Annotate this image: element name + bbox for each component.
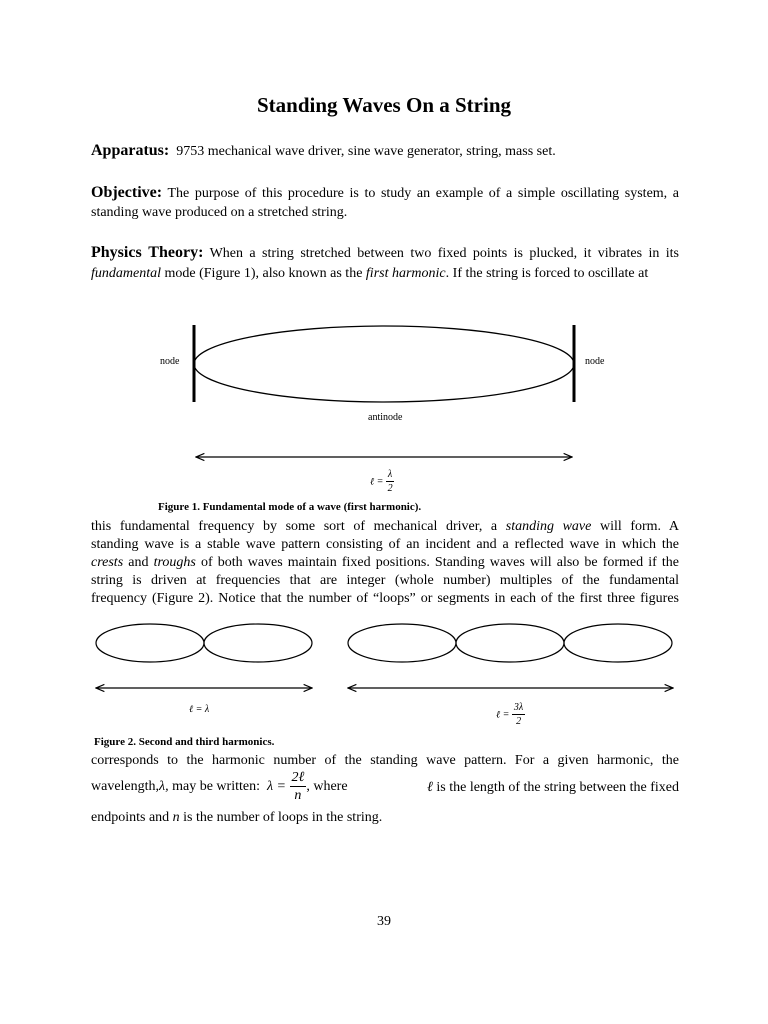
fig2-left-equation: ℓ = λ [189, 704, 210, 715]
body3-text-2b: may be written: [168, 779, 260, 795]
fig2-loop-3 [348, 624, 456, 662]
body2-text-3a: and [123, 555, 154, 570]
body3-line-2-left [91, 771, 348, 803]
figure1-caption: Figure 1. Fundamental mode of a wave (first harmonic). [158, 501, 422, 513]
body3-ell: ℓ [427, 779, 433, 795]
body2-text-3b: of both waves maintain fixed positions. Standing waves will also be formed if the [195, 555, 680, 570]
body2-em-standing-wave: standing wave [505, 519, 592, 534]
apparatus-heading: Apparatus: [91, 142, 170, 159]
body2-em-troughs: troughs [153, 555, 196, 570]
theory-heading: Physics Theory: [91, 244, 204, 261]
fig1-node-left-label: node [160, 356, 180, 367]
body3-text-3a: endpoints and [91, 810, 173, 825]
fig2-loop-4 [456, 624, 564, 662]
body3-line-1: corresponds to the harmonic number of the standing wave pattern. For a given harmonic, the [91, 753, 679, 768]
page-number: 39 [377, 914, 391, 929]
body2-line-5: frequency (Figure 2). Notice that the number of “loops” or segments in each of the first three figures [91, 591, 679, 606]
objective-line-2: standing wave produced on a stretched string. [91, 205, 348, 220]
theory-em-first-harmonic: first harmonic [365, 266, 446, 281]
formula-numerator: 2ℓ [291, 770, 305, 785]
body2-line-1 [91, 518, 679, 535]
fig1-loop [194, 326, 574, 402]
formula-lhs: λ = [266, 779, 286, 795]
theory-text-1: When a string stretched between two fixed points is plucked, it vibrates in its [209, 246, 680, 261]
body2-line-4: string is driven at frequencies that are integer (whole number) multiples of the fundamental [91, 573, 679, 588]
body3-line-2-right [427, 779, 679, 796]
fig2-right-equation [496, 703, 525, 727]
fig2-loop-1 [96, 624, 204, 662]
body2-line-2: standing wave is a stable wave pattern consisting of an incident and a reflected wave in which the [91, 537, 679, 552]
fig2-loop-2 [204, 624, 312, 662]
body2-em-crests: crests [91, 555, 124, 570]
body2-text-1a: this fundamental frequency by some sort of mechanical driver, a [91, 519, 506, 534]
body3-line-2 [91, 770, 679, 804]
fig2-eq-lhs: ℓ = [496, 709, 510, 721]
formula-denominator: n [294, 788, 302, 803]
fig2-eq-num: 3λ [513, 702, 524, 713]
objective-heading: Objective: [91, 184, 163, 201]
body2-line-3 [91, 554, 679, 571]
fig2-loop-5 [564, 624, 672, 662]
fig1-equation [370, 470, 394, 494]
apparatus-text: 9753 mechanical wave driver, sine wave generator, string, mass set. [176, 144, 556, 159]
body3-text-2a: wavelength, [91, 779, 160, 795]
formula-fraction [290, 771, 307, 803]
body3-text-3b: is the number of loops in the string. [179, 810, 383, 825]
theory-em-fundamental: fundamental [91, 266, 161, 281]
fig1-antinode-label: antinode [368, 412, 403, 423]
body3-text-2d: is the length of the string between the fixed [436, 779, 679, 795]
theory-text-2a: mode (Figure 1), also known as the [161, 266, 366, 281]
theory-text-2b: . If the string is forced to oscillate at [445, 266, 649, 281]
fig1-node-right-label: node [585, 356, 605, 367]
fig2-eq-den: 2 [516, 716, 522, 727]
body2-text-1b: will form. A [591, 519, 680, 534]
body3-em-n: n [172, 810, 180, 825]
body3-lambda: λ, [159, 779, 169, 795]
body3-line-3 [91, 809, 679, 826]
objective-text-1: The purpose of this procedure is to study an example of a simple oscillating system, a [167, 186, 680, 201]
figure2-caption: Figure 2. Second and third harmonics. [94, 736, 275, 748]
fig1-eq-num: λ [387, 469, 393, 480]
body3-text-2c: , where [306, 779, 348, 795]
fig1-eq-lhs: ℓ = [370, 476, 384, 488]
page-title: Standing Waves On a String [256, 93, 512, 117]
fig1-eq-den: 2 [387, 483, 393, 494]
